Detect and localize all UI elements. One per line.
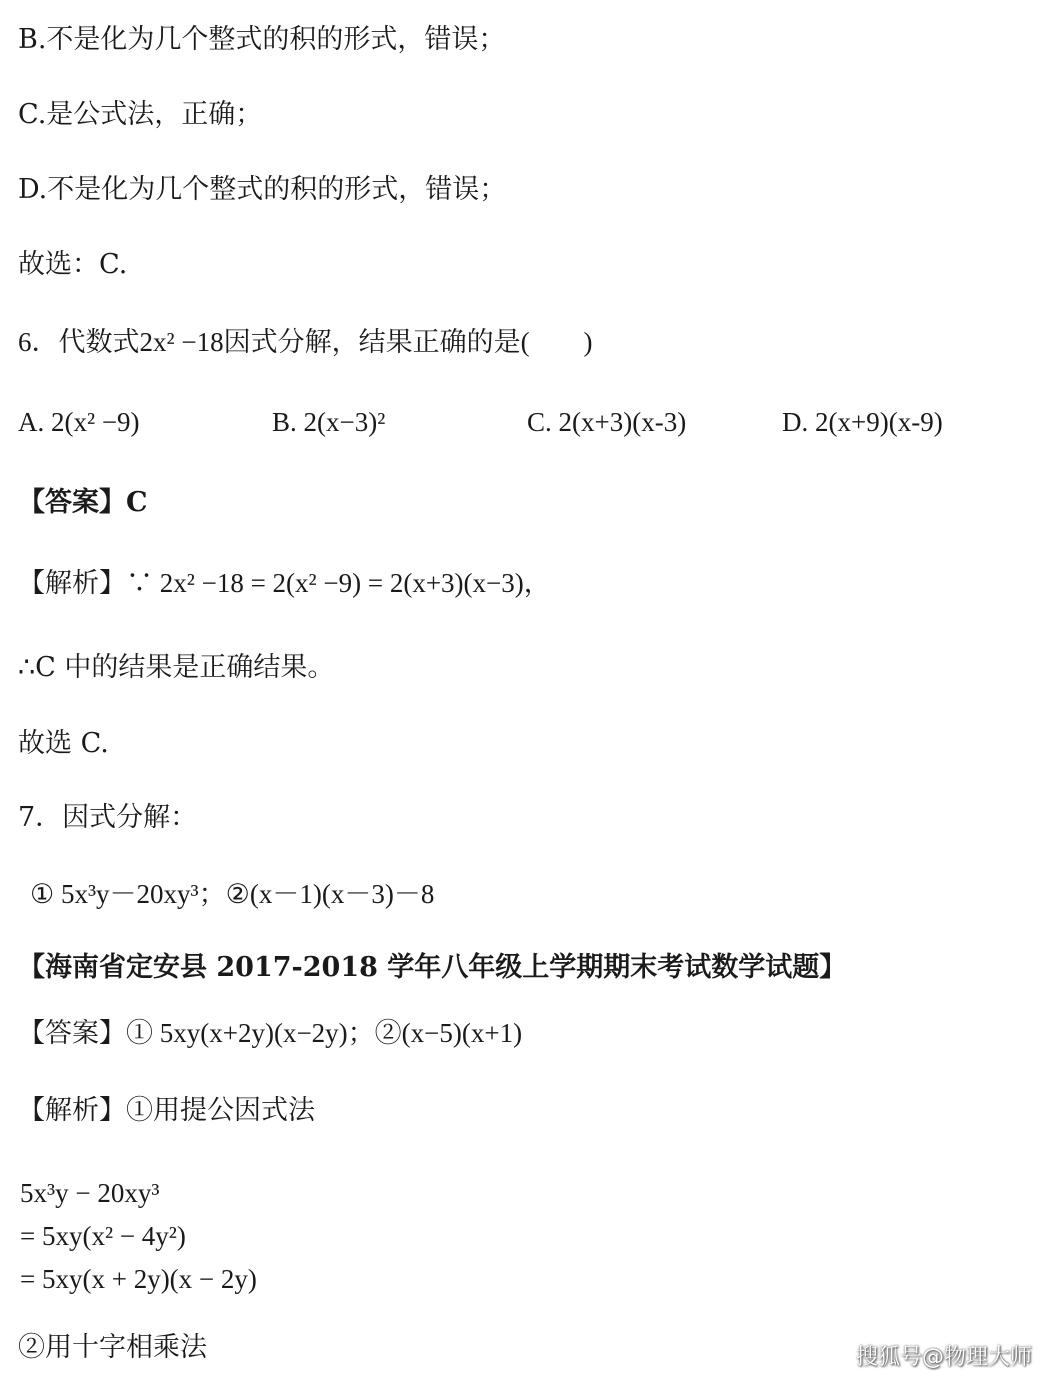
- question-6-answer: 【答案】C: [18, 487, 148, 518]
- derivation-step: = 5xy(x + 2y)(x − 2y): [20, 1264, 257, 1294]
- choose-c-final: 故选 C.: [18, 728, 109, 759]
- option-d-explanation: D.不是化为几个整式的积的形式，错误；: [18, 174, 507, 205]
- derivation-step: = 5xy(x² − 4y²): [20, 1221, 186, 1251]
- question-7-method-2: ②用十字相乘法: [18, 1332, 207, 1363]
- option-a: A. 2(x² −9): [18, 407, 140, 437]
- option-d: D. 2(x+9)(x-9): [782, 407, 943, 437]
- watermark: 搜狐号@物理大师: [855, 1345, 1032, 1370]
- option-c-explanation: C.是公式法，正确；: [18, 99, 263, 130]
- question-7-derivation: [20, 1172, 257, 1301]
- question-6-therefore: ∴C 中的结果是正确结果。: [18, 652, 335, 683]
- option-b-explanation: B.不是化为几个整式的积的形式，错误；: [18, 24, 506, 55]
- option-b: B. 2(x−3)²: [272, 407, 386, 437]
- question-7-items: ① 5x³y－20xy³；②(x－1)(x－3)－8: [30, 879, 435, 909]
- question-6: 6．代数式2x² −18因式分解，结果正确的是( ): [18, 327, 593, 357]
- question-7-source: 【海南省定安县 2017-2018 学年八年级上学期期末考试数学试题】: [18, 952, 847, 983]
- option-c: C. 2(x+3)(x-3): [527, 407, 687, 437]
- derivation-step: 5x³y − 20xy³: [20, 1178, 160, 1208]
- question-7: 7．因式分解：: [18, 802, 198, 833]
- question-6-analysis: 【解析】∵ 2x² −18 = 2(x² −9) = 2(x+3)(x−3)，: [18, 568, 551, 598]
- question-7-analysis: 【解析】①用提公因式法: [18, 1095, 315, 1126]
- question-6-options: [0, 404, 1056, 444]
- choose-c-conclusion: 故选：C.: [18, 249, 128, 280]
- question-7-answer: 【答案】① 5xy(x+2y)(x−2y)；②(x−5)(x+1): [18, 1018, 523, 1048]
